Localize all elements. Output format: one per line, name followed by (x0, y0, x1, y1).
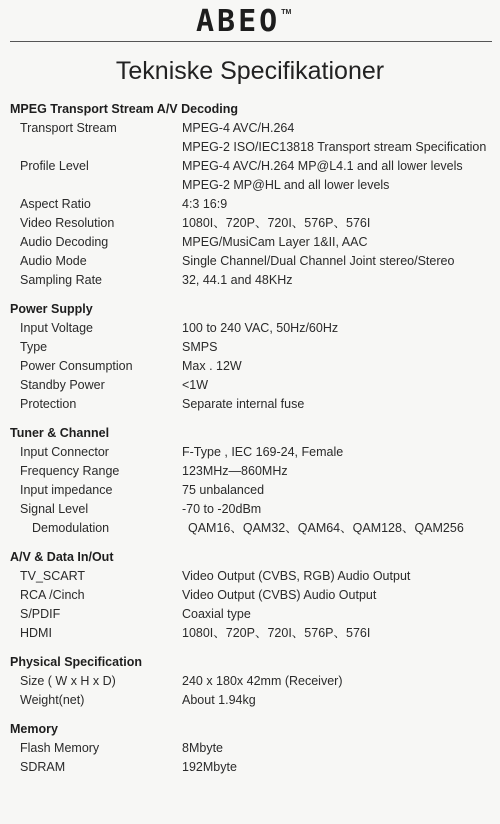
spec-row (10, 357, 495, 376)
spec-value-line: 123MHz—860MHz (182, 464, 288, 478)
spec-sections (10, 100, 495, 787)
spec-value (182, 500, 495, 519)
spec-label: Profile Level (20, 159, 89, 173)
section-heading: A/V & Data In/Out (10, 550, 114, 564)
spec-label: Transport Stream (20, 121, 117, 135)
spec-value-line: F-Type , IEC 169-24, Female (182, 445, 344, 459)
spec-row (10, 672, 495, 691)
section-heading: MPEG Transport Stream A/V Decoding (10, 102, 239, 116)
spec-label: SDRAM (20, 760, 66, 774)
spec-row (10, 271, 495, 290)
spec-value-line: Single Channel/Dual Channel Joint stereo/Stereo (182, 254, 455, 268)
spec-value-line: 8Mbyte (182, 741, 223, 755)
spec-row (10, 157, 495, 195)
spec-value-line: 192Mbyte (182, 760, 237, 774)
spec-value (182, 214, 495, 233)
spec-row (10, 376, 495, 395)
spec-label: Signal Level (20, 502, 89, 516)
spec-value (182, 319, 495, 338)
spec-label: Standby Power (20, 378, 105, 392)
spec-row (10, 691, 495, 710)
spec-value-line: Video Output (CVBS, RGB) Audio Output (182, 569, 411, 583)
spec-label: Protection (20, 397, 77, 411)
spec-value (182, 357, 495, 376)
section-heading: Tuner & Channel (10, 426, 110, 440)
spec-value-line: MPEG/MusiCam Layer 1&II, AAC (182, 235, 368, 249)
spec-row (10, 119, 495, 157)
spec-value (182, 233, 495, 252)
spec-value-line: 240 x 180x 42mm (Receiver) (182, 674, 343, 688)
spec-label: Input Voltage (20, 321, 93, 335)
spec-row (10, 338, 495, 357)
spec-label: HDMI (20, 626, 52, 640)
page-title: Tekniske Specifikationer (115, 57, 385, 85)
logo-trademark: TM (281, 9, 292, 16)
spec-value (182, 672, 495, 691)
spec-value (182, 519, 495, 538)
spec-value (182, 157, 495, 195)
spec-section (10, 424, 495, 538)
spec-label: Aspect Ratio (20, 197, 91, 211)
spec-value-line: About 1.94kg (182, 693, 256, 707)
spec-row (10, 758, 495, 777)
abeo-logo (196, 6, 306, 42)
spec-value-line: MPEG-2 MP@HL and all lower levels (182, 178, 390, 192)
spec-label: Input impedance (20, 483, 113, 497)
spec-value-line: QAM16、QAM32、QAM64、QAM128、QAM256 (188, 521, 464, 535)
spec-value-line: -70 to -20dBm (182, 502, 262, 516)
spec-row (10, 624, 495, 643)
spec-row (10, 319, 495, 338)
spec-section (10, 100, 495, 290)
spec-section (10, 300, 495, 414)
spec-value (182, 252, 495, 271)
spec-row (10, 519, 495, 538)
spec-value (182, 271, 495, 290)
spec-value (182, 481, 495, 500)
spec-value-line: 4:3 16:9 (182, 197, 228, 211)
spec-section (10, 720, 495, 777)
spec-value-line: MPEG-4 AVC/H.264 MP@L4.1 and all lower levels (182, 159, 463, 173)
spec-value-line: MPEG-2 ISO/IEC13818 Transport stream Specification (182, 140, 487, 154)
spec-label: S/PDIF (20, 607, 61, 621)
spec-row (10, 443, 495, 462)
spec-section (10, 653, 495, 710)
spec-value-line: 75 unbalanced (182, 483, 265, 497)
spec-value (182, 376, 495, 395)
spec-value (182, 624, 495, 643)
logo-text: ABEO (196, 4, 281, 39)
header-divider (10, 41, 492, 42)
spec-value (182, 338, 495, 357)
spec-label: Power Consumption (20, 359, 133, 373)
spec-value-line: Max . 12W (182, 359, 242, 373)
spec-row (10, 195, 495, 214)
spec-value (182, 586, 495, 605)
spec-value-line: Coaxial type (182, 607, 251, 621)
spec-label: Sampling Rate (20, 273, 102, 287)
spec-row (10, 500, 495, 519)
spec-label: Input Connector (20, 445, 109, 459)
spec-value (182, 691, 495, 710)
spec-value (182, 605, 495, 624)
spec-label: Flash Memory (20, 741, 100, 755)
spec-value-line: <1W (182, 378, 209, 392)
spec-row (10, 605, 495, 624)
spec-value-line: 32, 44.1 and 48KHz (182, 273, 293, 287)
spec-row (10, 481, 495, 500)
spec-value-line: 100 to 240 VAC, 50Hz/60Hz (182, 321, 339, 335)
section-heading: Memory (10, 722, 58, 736)
spec-label: Frequency Range (20, 464, 120, 478)
spec-label: TV_SCART (20, 569, 86, 583)
spec-label: Weight(net) (20, 693, 85, 707)
spec-value (182, 443, 495, 462)
spec-row (10, 739, 495, 758)
spec-value (182, 758, 495, 777)
spec-row (10, 462, 495, 481)
spec-value (182, 395, 495, 414)
spec-row (10, 567, 495, 586)
section-heading: Physical Specification (10, 655, 142, 669)
spec-value (182, 119, 495, 157)
section-heading: Power Supply (10, 302, 93, 316)
spec-label: RCA /Cinch (20, 588, 85, 602)
spec-value-line: SMPS (182, 340, 218, 354)
spec-row (10, 252, 495, 271)
spec-row (10, 395, 495, 414)
spec-value-line: Video Output (CVBS) Audio Output (182, 588, 377, 602)
spec-row (10, 586, 495, 605)
spec-label: Size ( W x H x D) (20, 674, 116, 688)
spec-value (182, 567, 495, 586)
spec-value-line: 1080I、720P、720I、576P、576I (182, 216, 371, 230)
spec-label: Video Resolution (20, 216, 115, 230)
spec-value-line: 1080I、720P、720I、576P、576I (182, 626, 371, 640)
spec-row (10, 214, 495, 233)
spec-label: Audio Mode (20, 254, 87, 268)
spec-label: Audio Decoding (20, 235, 109, 249)
spec-value (182, 462, 495, 481)
spec-label: Demodulation (32, 521, 110, 535)
spec-value (182, 195, 495, 214)
spec-section (10, 548, 495, 643)
spec-value (182, 739, 495, 758)
spec-row (10, 233, 495, 252)
spec-label: Type (20, 340, 48, 354)
spec-value-line: Separate internal fuse (182, 397, 305, 411)
spec-value-line: MPEG-4 AVC/H.264 (182, 121, 295, 135)
